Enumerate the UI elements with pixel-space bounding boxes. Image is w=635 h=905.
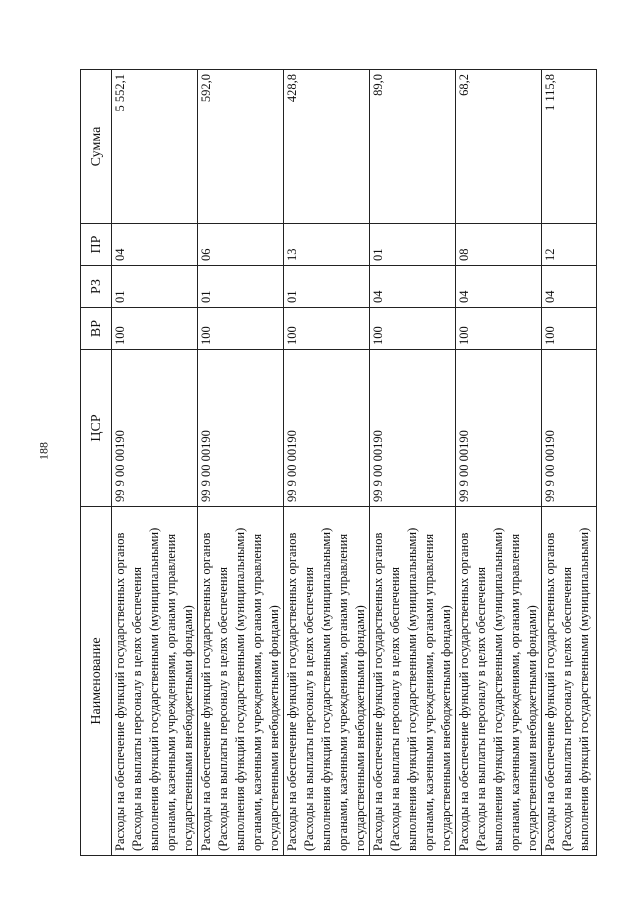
cell-pr: 12: [542, 224, 597, 266]
table-row: [370, 70, 456, 856]
page-number: 188: [36, 442, 51, 460]
cell-sum: 592,0: [198, 70, 284, 224]
table-header-row: [81, 70, 112, 856]
table-row: [542, 70, 597, 856]
cell-vr: 100: [542, 308, 597, 350]
header-pr: ПР: [81, 224, 112, 266]
cell-vr: 100: [112, 308, 198, 350]
cell-name: Расходы на обеспечение функций государственных органов (Расходы на выплаты персоналу в целях обеспечения выполнения функций государственными (муниципальными) органами, казенными учреждениями, органами управления государственными внебюджетными фондами): [198, 507, 284, 856]
header-csr: ЦСР: [81, 350, 112, 507]
cell-csr: 99 9 00 00190: [198, 350, 284, 507]
table-row: [284, 70, 370, 856]
header-sum: Сумма: [81, 70, 112, 224]
header-vr: ВР: [81, 308, 112, 350]
table-row: [456, 70, 542, 856]
cell-pr: 13: [284, 224, 370, 266]
cell-vr: 100: [456, 308, 542, 350]
cell-sum: 89,0: [370, 70, 456, 224]
cell-csr: 99 9 00 00190: [284, 350, 370, 507]
cell-rz: 04: [456, 266, 542, 308]
cell-name: Расходы на обеспечение функций государственных органов (Расходы на выплаты персоналу в целях обеспечения выполнения функций государственными (муниципальными) органами, казенными учреждениями, органами управления государственными внебюджетными фондами): [112, 507, 198, 856]
cell-rz: 04: [542, 266, 597, 308]
cell-sum: 68,2: [456, 70, 542, 224]
header-rz: РЗ: [81, 266, 112, 308]
cell-vr: 100: [370, 308, 456, 350]
cell-name: Расходы на обеспечение функций государственных органов (Расходы на выплаты персоналу в целях обеспечения выполнения функций государственными (муниципальными) органами, казенными учреждениями, органами управления государственными внебюджетными фондами): [284, 507, 370, 856]
cell-rz: 04: [370, 266, 456, 308]
header-name: Наименование: [81, 507, 112, 856]
cell-rz: 01: [198, 266, 284, 308]
cell-sum: 5 552,1: [112, 70, 198, 224]
cell-csr: 99 9 00 00190: [370, 350, 456, 507]
cell-rz: 01: [112, 266, 198, 308]
cell-sum: 1 115,8: [542, 70, 597, 224]
cell-name: Расходы на обеспечение функций государственных органов (Расходы на выплаты персоналу в целях обеспечения выполнения функций государственными (муниципальными) органами, казенными учреждениями, органами управления государственными внебюджетными фондами): [456, 507, 542, 856]
cell-csr: 99 9 00 00190: [542, 350, 597, 507]
cell-name: Расходы на обеспечение функций государственных органов (Расходы на выплаты персоналу в целях обеспечения выполнения функций государственными (муниципальными): [542, 507, 597, 856]
cell-pr: 08: [456, 224, 542, 266]
cell-rz: 01: [284, 266, 370, 308]
cell-name: Расходы на обеспечение функций государственных органов (Расходы на выплаты персоналу в целях обеспечения выполнения функций государственными (муниципальными) органами, казенными учреждениями, органами управления государственными внебюджетными фондами): [370, 507, 456, 856]
cell-pr: 06: [198, 224, 284, 266]
table-row: [112, 70, 198, 856]
cell-vr: 100: [284, 308, 370, 350]
cell-pr: 04: [112, 224, 198, 266]
budget-table: [80, 69, 597, 856]
cell-pr: 01: [370, 224, 456, 266]
cell-sum: 428,8: [284, 70, 370, 224]
cell-vr: 100: [198, 308, 284, 350]
cell-csr: 99 9 00 00190: [456, 350, 542, 507]
rotated-page-content: [80, 70, 600, 856]
table-row: [198, 70, 284, 856]
cell-csr: 99 9 00 00190: [112, 350, 198, 507]
